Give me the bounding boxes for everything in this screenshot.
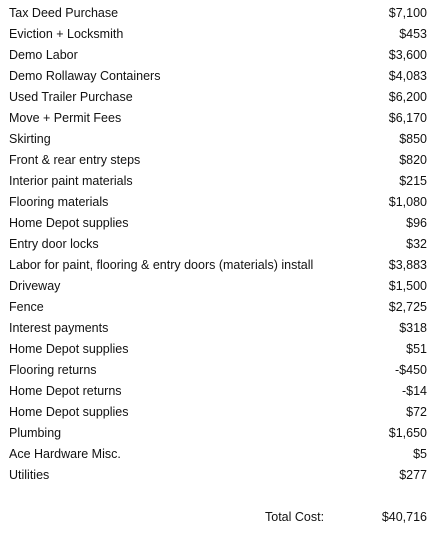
- cost-item-label: Demo Rollaway Containers: [9, 69, 161, 83]
- cost-item-label: Entry door locks: [9, 237, 99, 251]
- cost-item-amount: -$14: [401, 384, 427, 398]
- cost-item-row: [9, 66, 427, 87]
- cost-item-amount: $72: [406, 405, 427, 419]
- cost-item-row: [9, 234, 427, 255]
- cost-item-amount: $318: [399, 321, 427, 335]
- cost-item-row: [9, 108, 427, 129]
- cost-item-amount: $3,600: [388, 48, 427, 62]
- cost-item-label: Labor for paint, flooring & entry doors (materials) install: [9, 258, 314, 272]
- cost-item-label: Interest payments: [9, 321, 109, 335]
- cost-item-amount: $51: [406, 342, 427, 356]
- cost-item-row: [9, 255, 427, 276]
- cost-item-row: [9, 465, 427, 486]
- cost-item-row: [9, 423, 427, 444]
- cost-item-row: [9, 150, 427, 171]
- cost-item-label: Front & rear entry steps: [9, 153, 141, 167]
- cost-item-row: [9, 24, 427, 45]
- total-cost-amount: $40,716: [381, 510, 427, 524]
- cost-item-row: [9, 276, 427, 297]
- cost-item-amount: $7,100: [388, 6, 427, 20]
- cost-item-amount: $6,200: [388, 90, 427, 104]
- cost-item-amount: $5: [413, 447, 427, 461]
- cost-item-label: Ace Hardware Misc.: [9, 447, 121, 461]
- cost-item-label: Used Trailer Purchase: [9, 90, 133, 104]
- cost-item-amount: $3,883: [388, 258, 427, 272]
- cost-item-amount: $850: [399, 132, 427, 146]
- cost-item-row: [9, 297, 427, 318]
- cost-item-amount: $1,500: [388, 279, 427, 293]
- cost-item-label: Fence: [9, 300, 44, 314]
- total-cost-row: [0, 507, 427, 528]
- cost-item-label: Move + Permit Fees: [9, 111, 122, 125]
- cost-item-label: Interior paint materials: [9, 174, 133, 188]
- cost-item-label: Tax Deed Purchase: [9, 6, 119, 20]
- total-cost-label: Total Cost:: [265, 510, 325, 524]
- cost-item-row: [9, 3, 427, 24]
- cost-item-amount: -$450: [395, 363, 427, 377]
- cost-item-row: [9, 318, 427, 339]
- cost-item-amount: $277: [399, 468, 427, 482]
- cost-item-amount: $32: [406, 237, 427, 251]
- cost-item-list: [9, 3, 427, 486]
- cost-item-amount: $6,170: [388, 111, 427, 125]
- cost-item-row: [9, 87, 427, 108]
- cost-item-label: Utilities: [9, 468, 50, 482]
- cost-item-row: [9, 213, 427, 234]
- cost-item-row: [9, 381, 427, 402]
- cost-item-amount: $4,083: [388, 69, 427, 83]
- cost-item-row: [9, 192, 427, 213]
- cost-item-row: [9, 360, 427, 381]
- cost-item-amount: $820: [399, 153, 427, 167]
- cost-item-amount: $1,080: [388, 195, 427, 209]
- cost-item-row: [9, 444, 427, 465]
- cost-item-label: Home Depot supplies: [9, 405, 129, 419]
- cost-item-label: Home Depot returns: [9, 384, 122, 398]
- cost-item-row: [9, 339, 427, 360]
- cost-item-amount: $96: [406, 216, 427, 230]
- cost-item-label: Skirting: [9, 132, 51, 146]
- cost-item-label: Demo Labor: [9, 48, 78, 62]
- cost-item-row: [9, 129, 427, 150]
- cost-item-row: [9, 45, 427, 66]
- cost-item-label: Flooring returns: [9, 363, 97, 377]
- cost-item-row: [9, 402, 427, 423]
- cost-item-label: Plumbing: [9, 426, 62, 440]
- cost-item-label: Driveway: [9, 279, 61, 293]
- cost-item-label: Home Depot supplies: [9, 342, 129, 356]
- cost-item-row: [9, 171, 427, 192]
- cost-item-label: Flooring materials: [9, 195, 109, 209]
- cost-item-amount: $1,650: [388, 426, 427, 440]
- cost-item-amount: $453: [399, 27, 427, 41]
- cost-item-amount: $2,725: [388, 300, 427, 314]
- cost-item-label: Eviction + Locksmith: [9, 27, 124, 41]
- cost-item-amount: $215: [399, 174, 427, 188]
- cost-item-label: Home Depot supplies: [9, 216, 129, 230]
